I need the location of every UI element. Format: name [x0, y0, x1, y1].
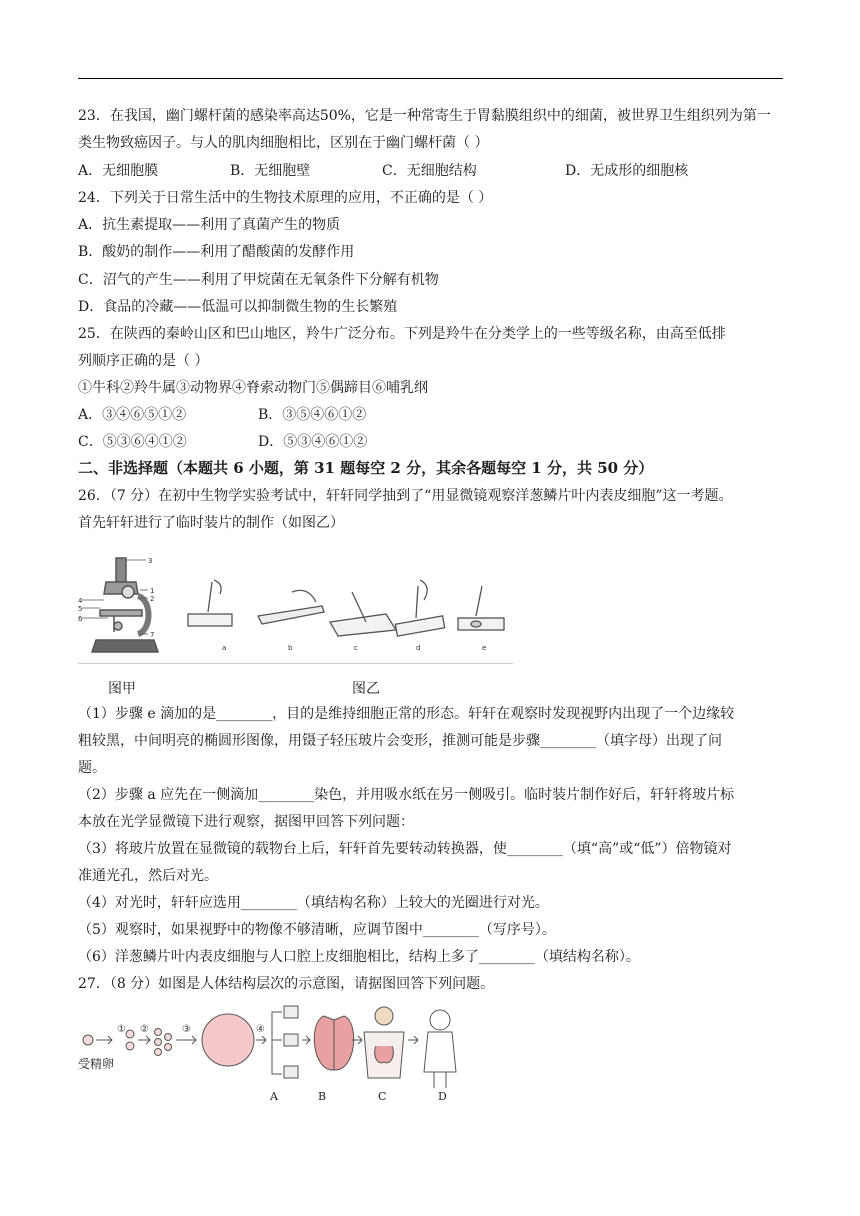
- q26-p1c: 题。: [78, 760, 106, 776]
- step-label-e: e: [482, 644, 487, 652]
- q24-option-c: C．沼气的产生——利用了甲烷菌在无氧条件下分解有机物: [78, 272, 439, 288]
- q25-option-d: D．⑤③④⑥①②: [258, 434, 368, 450]
- scope-label-6: 6: [78, 615, 83, 623]
- q23-option-d: D．无成形的细胞核: [565, 163, 689, 179]
- section-heading: 二、非选择题（本题共 6 小题，第 31 题每空 2 分，其余各题每空 1 分，共 50 分）: [78, 459, 654, 477]
- q25-items: ①牛科②羚牛属③动物界④脊索动物门⑤偶蹄目⑥哺乳纲: [78, 380, 428, 396]
- body-structure-figure: [78, 1002, 470, 1104]
- q24-stem: 24．下列关于日常生活中的生物技术原理的应用，不正确的是（ ）: [78, 190, 493, 206]
- step-4: ④: [256, 1024, 265, 1035]
- header-rule: [78, 78, 783, 79]
- label-c: C: [378, 1090, 387, 1103]
- q25-option-a: A．③④⑥⑤①②: [78, 407, 187, 423]
- scope-label-1: 1: [150, 587, 155, 595]
- q26-p5: （5）观察时，如果视野中的物像不够清晰，应调节图中________（写序号）。: [78, 922, 556, 938]
- q23-line1: 23．在我国，幽门螺杆菌的感染率高达50%，它是一种常寄生于胃黏膜组织中的细菌，被世界卫生组织列为第一: [78, 108, 771, 124]
- q25-line2: 列顺序正确的是（ ）: [78, 353, 209, 369]
- slide-prep-figure: [182, 572, 516, 656]
- microscope-figure: [78, 552, 170, 664]
- q26-p4: （4）对光时，轩轩应选用________（填结构名称）上较大的光圈进行对光。: [78, 895, 549, 911]
- step-1: ①: [117, 1024, 126, 1035]
- scope-label-2: 2: [150, 595, 155, 603]
- step-label-a: a: [222, 644, 227, 652]
- q26-line1: 26．（7 分）在初中生物学实验考试中，轩轩同学抽到了“用显微镜观察洋葱鳞片叶内表皮细胞”这一考题。: [78, 488, 733, 504]
- q23-option-c: C．无细胞结构: [382, 163, 477, 179]
- q26-line2: 首先轩轩进行了临时装片的制作（如图乙）: [78, 515, 344, 531]
- q26-p2a: （2）步骤 a 应先在一侧滴加________染色，并用吸水纸在另一侧吸引。临时装片制作好后，轩轩将玻片标: [78, 787, 735, 803]
- q25-option-b: B．③⑤④⑥①②: [258, 407, 367, 423]
- q27-stem: 27．（8 分）如图是人体结构层次的示意图，请据图回答下列问题。: [78, 976, 495, 992]
- scope-label-7: 7: [150, 631, 155, 639]
- scope-label-3: 3: [148, 557, 153, 565]
- step-label-b: b: [288, 644, 293, 652]
- caption-fig-jia: 图甲: [108, 681, 136, 697]
- q25-line1: 25．在陕西的秦岭山区和巴山地区，羚牛广泛分布。下列是羚牛在分类学上的一些等级名称，由高至低排: [78, 326, 726, 342]
- q26-p1b: 粗较黑，中间明亮的椭圆形图像，用镊子轻压玻片会变形，推测可能是步骤________（填字母）出现了问: [78, 733, 722, 749]
- q26-p1a: （1）步骤 e 滴加的是________，目的是维持细胞正常的形态。轩轩在观察时发现视野内出现了一个边缘较: [78, 706, 735, 722]
- q26-p3b: 准通光孔，然后对光。: [78, 868, 218, 884]
- scope-label-4: 4: [78, 597, 83, 605]
- q24-option-d: D．食品的冷藏——低温可以抑制微生物的生长繁殖: [78, 299, 398, 315]
- q26-p3a: （3）将玻片放置在显微镜的载物台上后，轩轩首先要转动转换器，使________（填“高”或“低”）倍物镜对: [78, 841, 732, 857]
- figure-baseline: [78, 663, 513, 664]
- label-b: B: [318, 1090, 327, 1103]
- label-d: D: [438, 1090, 447, 1103]
- q23-option-a: A．无细胞膜: [78, 163, 159, 179]
- label-a: A: [270, 1090, 278, 1103]
- step-2: ②: [140, 1024, 149, 1035]
- q26-p6: （6）洋葱鳞片叶内表皮细胞与人口腔上皮细胞相比，结构上多了________（填结构名称）。: [78, 949, 640, 965]
- q23-line2: 类生物致癌因子。与人的肌肉细胞相比，区别在于幽门螺杆菌（ ）: [78, 135, 489, 151]
- q24-option-b: B．酸奶的制作——利用了醋酸菌的发酵作用: [78, 244, 355, 260]
- step-3: ③: [182, 1024, 191, 1035]
- q26-p2b: 本放在光学显微镜下进行观察，据图甲回答下列问题：: [78, 814, 414, 830]
- step-label-c: c: [354, 644, 358, 652]
- caption-fig-yi: 图乙: [352, 681, 380, 697]
- step-label-d: d: [416, 644, 421, 652]
- fertilized-egg-label: 受精卵: [78, 1057, 115, 1071]
- scope-label-5: 5: [78, 605, 83, 613]
- q25-option-c: C．⑤③⑥④①②: [78, 434, 187, 450]
- q24-option-a: A．抗生素提取——利用了真菌产生的物质: [78, 217, 341, 233]
- q23-option-b: B．无细胞壁: [230, 163, 311, 179]
